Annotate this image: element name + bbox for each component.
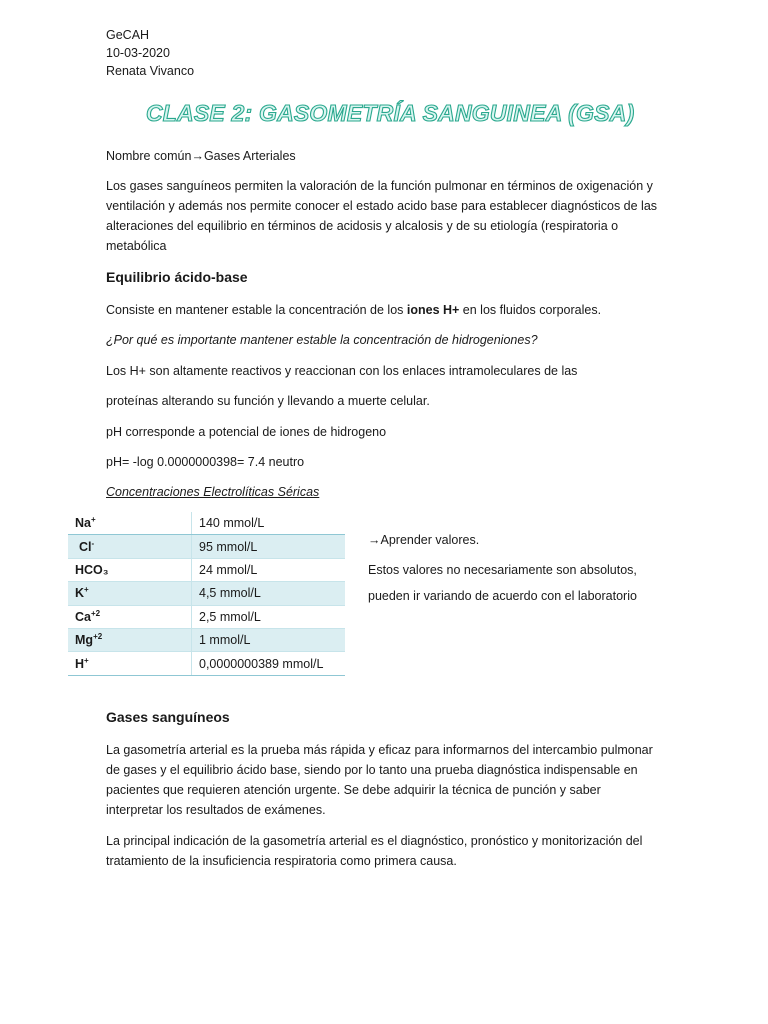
arrow-right-icon: →	[368, 533, 381, 547]
ion-value: 1 mmol/L	[192, 628, 346, 651]
table-row	[68, 605, 345, 628]
header-author: Renata Vivanco	[106, 64, 195, 78]
electrolytes-title: Concentraciones Electrolíticas Séricas	[106, 485, 320, 499]
ion-value: 2,5 mmol/L	[192, 605, 346, 628]
table-row	[68, 558, 345, 581]
acid-base-answer-line: proteínas alterando su función y llevando a muerte celular.	[106, 394, 430, 408]
ion-value: 4,5 mmol/L	[192, 582, 346, 605]
section-heading-acid-base: Equilibrio ácido-base	[106, 269, 248, 285]
table-row	[68, 535, 345, 558]
paragraph-line: pacientes que requieren atención urgente. Se debe adquirir la técnica de punción y saber	[106, 783, 601, 797]
note-line: pueden ir variando de acuerdo con el laboratorio	[368, 589, 637, 603]
ph-definition: pH corresponde a potencial de iones de hidrogeno	[106, 425, 387, 439]
common-name-line	[106, 146, 666, 166]
section-heading-blood-gases: Gases sanguíneos	[106, 709, 230, 725]
common-name-value: Gases Arteriales	[203, 149, 296, 163]
definition-text: Consiste en mantener estable la concentración de los	[106, 303, 407, 317]
ion-name: H+	[68, 652, 192, 675]
paragraph-line: La principal indicación de la gasometría arterial es el diagnóstico, pronóstico y monitorización del	[106, 834, 643, 848]
common-name-prefix: Nombre común	[106, 149, 192, 163]
blood-gases-paragraph	[106, 740, 666, 820]
arrow-right-icon: →	[191, 149, 204, 163]
ion-name: K+	[68, 582, 192, 605]
header-org: GeCAH	[106, 28, 150, 42]
intro-line: Los gases sanguíneos permiten la valoración de la función pulmonar en términos de oxigenación y	[106, 179, 653, 193]
electrolytes-table	[68, 512, 345, 676]
paragraph-line: tratamiento de la insuficiencia respiratoria como primera causa.	[106, 854, 457, 868]
ion-value: 140 mmol/L	[192, 512, 346, 535]
ion-value: 0,0000000389 mmol/L	[192, 652, 346, 675]
intro-line: ventilación y además nos permite conocer el estado acido base para establecer diagnósticos de las	[106, 199, 658, 213]
table-row	[68, 582, 345, 605]
ion-name: $Mg^{+2}$	[68, 628, 192, 651]
definition-text: en los fluidos corporales.	[459, 303, 602, 317]
acid-base-answer-line: Los H+ son altamente reactivos y reaccionan con los enlaces intramoleculares de las	[106, 364, 578, 378]
ion-value: 24 mmol/L	[192, 558, 346, 581]
ion-value: 95 mmol/L	[192, 535, 346, 558]
paragraph-line: La gasometría arterial es la prueba más rápida y eficaz para informarnos del intercambio pulmonar	[106, 743, 653, 757]
table-row	[68, 628, 345, 651]
definition-bold-term: iones H+	[406, 303, 460, 317]
learn-values-text: Aprender valores.	[380, 533, 480, 547]
table-row	[68, 652, 345, 675]
paragraph-line: de gases y el equilibrio ácido base, siendo por lo tanto una prueba diagnóstica indispensable en	[106, 763, 638, 777]
intro-line: alteraciones del equilibrio en términos de acidosis y alcalosis y de su etiología (respiratoria o	[106, 219, 619, 233]
ion-name: Na+	[68, 512, 192, 535]
header-date: 10-03-2020	[106, 46, 170, 60]
note-line: Estos valores no necesariamente son absolutos,	[368, 563, 637, 577]
learn-values-note	[368, 531, 479, 549]
page-title: CLASE 2: GASOMETRÍA SANGUINEA (GSA)	[146, 100, 635, 126]
acid-base-definition	[106, 300, 666, 320]
indication-paragraph	[106, 831, 666, 871]
ph-formula: pH= -log 0.0000000398= 7.4 neutro	[106, 455, 305, 469]
ion-name: $Ca^{+2}$	[68, 605, 192, 628]
ion-name: HCO₃	[68, 558, 192, 581]
intro-line: metabólica	[106, 239, 167, 253]
acid-base-question: ¿Por qué es importante mantener estable la concentración de hidrogeniones?	[106, 333, 538, 347]
document-header	[106, 26, 194, 80]
ion-name: Cl-	[68, 535, 192, 558]
paragraph-line: interpretar los resultados de exámenes.	[106, 803, 326, 817]
table-row	[68, 512, 345, 535]
values-variation-note	[368, 561, 637, 605]
intro-paragraph	[106, 176, 666, 256]
